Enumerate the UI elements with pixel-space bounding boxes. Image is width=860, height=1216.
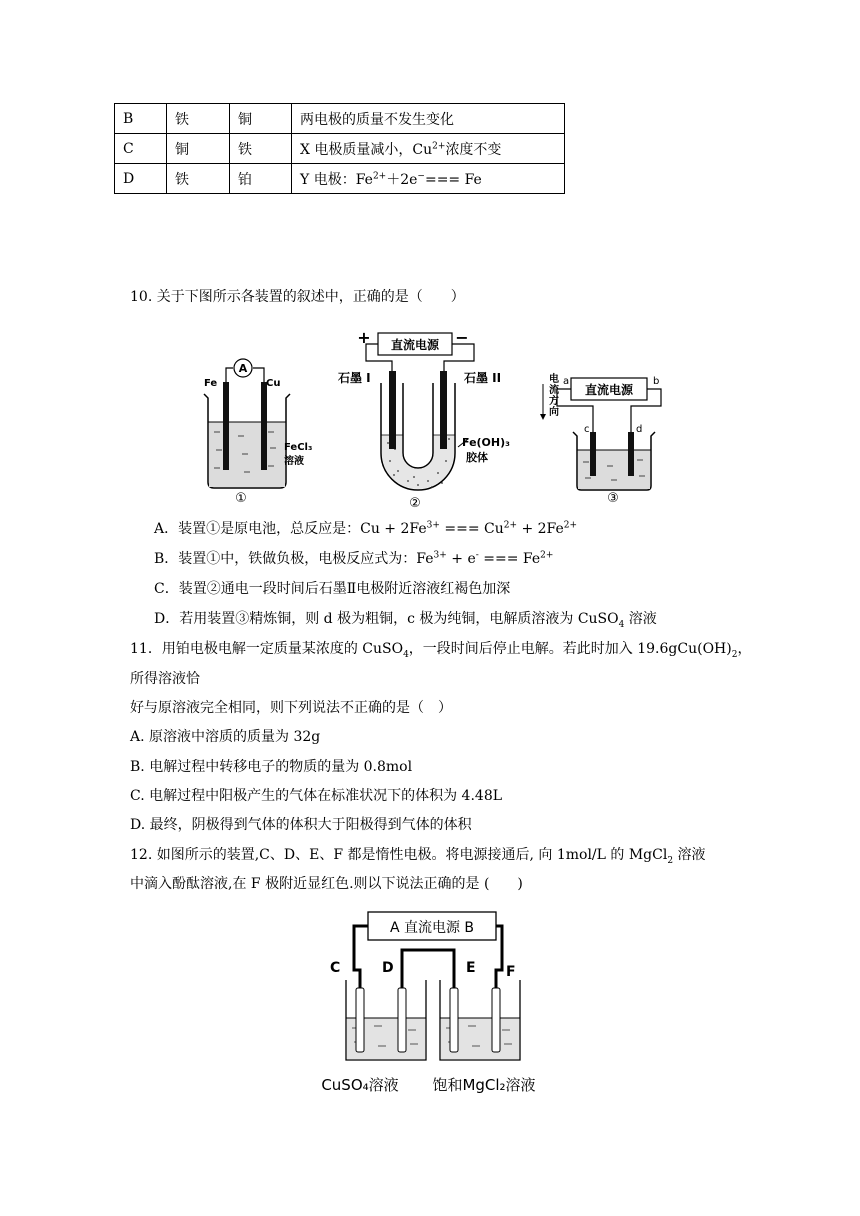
cu-electrode-label: Cu [266,378,281,389]
question-11-stem: 11．用铂电极电解一定质量某浓度的 CuSO$_4$，一段时间后停止电解。若此时加入 $19.6gCu(OH)_2$， [130,641,752,660]
electrode-f-label: F [506,964,516,980]
dc-power-label: 直流电源 [584,383,634,397]
electrode-d [398,988,406,1052]
q10-option-a: A．装置①是原电池，总反应是：$Cu + 2Fe^{3+}$ === $Cu^{2+} + 2Fe^{2+}$ [154,520,578,537]
q11-option-b: B. 电解过程中转移电子的物质的量为 0.8mol [130,759,413,775]
figure-number: ③ [607,491,619,504]
fecl3-label: FeCl₃ [284,442,313,453]
electrode-x: 铁 [167,164,230,194]
q11-option-a: A. 原溶液中溶质的质量为 32g [130,729,321,745]
figure-series-electrolysis [316,908,556,1100]
graphite-electrode-1 [389,371,396,449]
option-description: 两电极的质量不发生变化 [292,104,565,134]
option-description: X 电极质量减小，$Cu^{2+}$浓度不变 [292,134,565,164]
table-row [115,164,565,194]
electrode-d-label: D [382,960,394,976]
figure-electrolytic-cell [535,370,685,504]
colloid-label: 胶体 [466,451,488,464]
graphite-1-label: 石墨 I [338,371,371,385]
plus-sign: + [357,328,371,347]
q10-option-c: C．装置②通电一段时间后石墨Ⅱ电极附近溶液红褐色加深 [154,581,511,597]
figure-u-tube [332,325,528,511]
terminal-a-label: a [563,376,570,387]
electrode-d-label: d [636,424,643,435]
option-letter: C [115,134,167,164]
electrode-c [356,988,364,1052]
table-row [115,134,565,164]
answer-options-table [114,103,565,194]
question-10-stem: 10. 关于下图所示各装置的叙述中，正确的是（ ） [130,289,465,305]
dc-power-label: A 直流电源 B [389,920,475,936]
electrode-e-label: E [466,960,476,976]
current-direction-label: 电流方向 [549,374,559,418]
electrode-y: 铜 [230,104,292,134]
q11-option-c: C. 电解过程中阳极产生的气体在标准状况下的体积为 4.48L [130,788,503,804]
q10-option-d: D．若用装置③精炼铜，则 d 极为粗铜，c 极为纯铜，电解质溶液为 CuSO$_4$ 溶液 [154,611,657,630]
cuso4-solution-label: CuSO₄溶液 [321,1076,399,1094]
question-12-stem: 12. 如图所示的装置,C、D、E、F 都是惰性电极。将电源接通后, 向 1mol/L 的 MgCl$_2$ 溶液 [130,847,706,866]
electrode-c-label: c [584,424,590,435]
electrode-f [492,988,500,1052]
q11-option-d: D. 最终，阴极得到气体的体积大于阳极得到气体的体积 [130,817,472,833]
solution-label: 溶液 [284,456,304,467]
question-12-stem-cont: 中滴入酚酞溶液,在 F 极附近显红色.则以下说法正确的是 ( ) [130,876,523,892]
dc-power-label: 直流电源 [390,338,440,352]
mgcl2-solution-label: 饱和MgCl₂溶液 [432,1076,536,1094]
fe-electrode-label: Fe [204,378,218,389]
electrode-x: 铜 [167,134,230,164]
question-11-stem-cont: 好与原溶液完全相同，则下列说法不正确的是（ ） [130,700,452,716]
figure-number: ① [235,491,247,504]
feoh3-label: Fe(OH)₃ [462,436,510,449]
q10-option-b: B．装置①中，铁做负极，电极反应式为：$Fe^{3+} + e^-$ === $Fe^{2+}$ [154,550,554,567]
electrode-y: 铂 [230,164,292,194]
figure-number: ② [409,496,421,511]
ammeter-label: A [238,362,248,375]
option-description: Y 电极：$Fe^{2+}+2e^-=== Fe$ [292,164,565,194]
electrode-c [590,432,596,476]
option-letter: B [115,104,167,134]
question-11-stem-cont: 所得溶液恰 [130,671,200,687]
minus-sign: − [455,328,469,347]
electrode-c-label: C [330,960,341,976]
graphite-2-label: 石墨 II [464,371,502,385]
option-letter: D [115,164,167,194]
terminal-b-label: b [653,376,660,387]
electrode-y: 铁 [230,134,292,164]
electrode-d [628,432,634,476]
electrode-e [450,988,458,1052]
table-row [115,104,565,134]
graphite-electrode-2 [440,371,447,449]
electrode-x: 铁 [167,104,230,134]
figure-galvanic-cell [198,352,318,504]
